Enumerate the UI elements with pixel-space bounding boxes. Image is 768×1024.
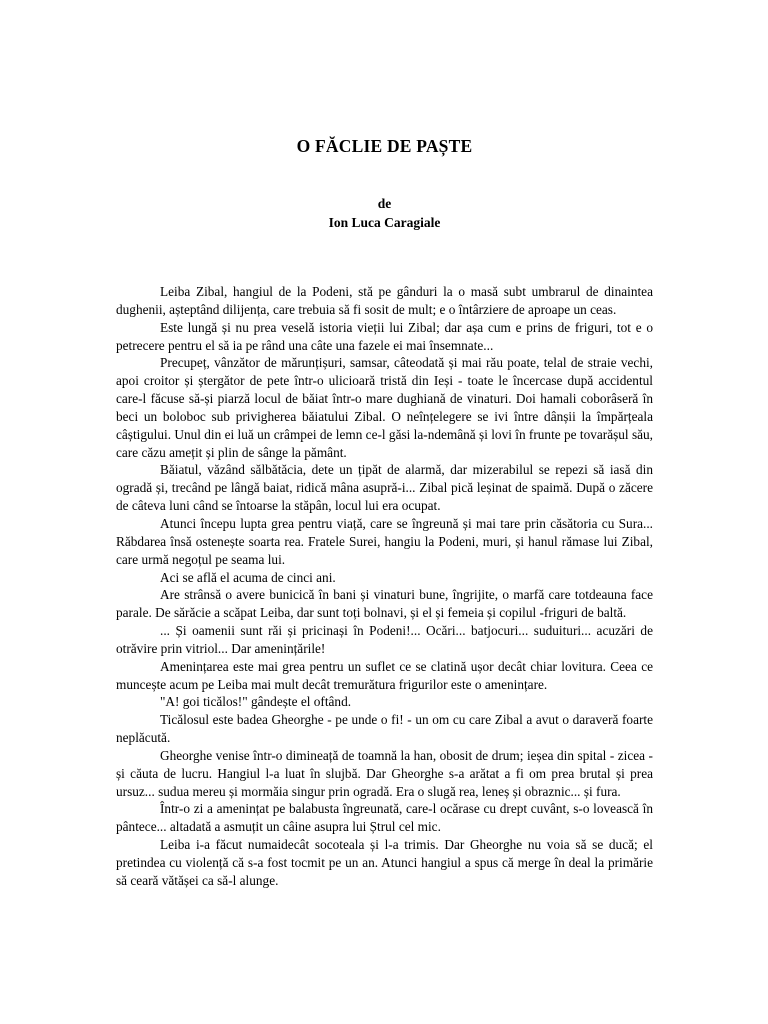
byline xyxy=(116,194,653,232)
author-name: Ion Luca Caragiale xyxy=(328,215,441,230)
paragraph: Leiba Zibal, hangiul de la Podeni, stă pe gânduri la o masă subt umbrarul de dinaintea dughenii, așteptând dilijența, care trebuia să fi sosit de mult; e o întârziere de aproape un ceas. xyxy=(116,284,653,317)
paragraph: Într-o zi a amenințat pe balabusta îngreunată, care-l ocărase cu drept cuvânt, s-o lovească în pântece... altadată a asmuțit un câine asupra lui Ștrul cel mic. xyxy=(116,801,653,835)
paragraph: ... Și oamenii sunt răi și pricinași în Podeni!... Ocări... batjocuri... suduituri... acuzări de otrăvire prin vitriol... Dar amenințările! xyxy=(116,623,653,656)
paragraph: Este lungă și nu prea veselă istoria vieții lui Zibal; dar așa cum e prins de friguri, tot e o petrecere pentru el să ia pe rând una câte una fazele ei mai însemnate... xyxy=(116,319,653,353)
paragraph: Precupeț, vânzător de mărunțișuri, samsar, câteodată și mai rău poate, telal de straie vechi, apoi croitor și ștergător de pete într-o ulicioară tristă din Ieși - toate le încercase după accidentul care-l făcuse să-și piarză locul de băiat într-o mare dughiană de vinaturi. Doi hamali coborâseră în beci un boloboc sub privigherea băiatului Zibal. O neînțelegere se ivi între dânșii la împărțeala câștigului. Unul din ei luă un crâmpei de lemn ce-l găsi la-ndemână și lovi în frunte pe tovarășul său, care căzu amețit și plin de sânge la pământ. xyxy=(116,355,653,460)
paragraph: Băiatul, văzând sălbătăcia, dete un țipăt de alarmă, dar mizerabilul se repezi să iasă din ogradă și, trecând pe lângă baiat, ridică mâna asupră-i... Zibal pică leșinat de spaimă. După o zăcere de câteva luni când se întoarse la stăpân, locul lui era ocupat. xyxy=(116,462,653,514)
paragraph: Are strânsă o avere bunicică în bani și vinaturi bune, îngrijite, o marfă care totdeauna face parale. De sărăcie a scăpat Leiba, dar sunt toți bolnavi, și el și femeia și copilul -friguri de baltă. xyxy=(116,587,653,621)
byline-by: de xyxy=(377,196,392,211)
story-body xyxy=(116,283,653,890)
paragraph: Amenințarea este mai grea pentru un suflet ce se clatină ușor decât chiar lovitura. Ceea ce muncește acum pe Leiba mai mult decât tremurătura frigurilor este o amenințare. xyxy=(116,658,653,692)
paragraph: Gheorghe venise într-o dimineață de toamnă la han, obosit de drum; ieșea din spital - zicea - și căuta de lucru. Hangiul l-a luat în slujbă. Dar Gheorghe s-a arătat a fi om prea brutal și prea ursuz... sudua mereu și mormăia singur prin ogradă. Era o slugă rea, leneș și obraznic... și fura. xyxy=(116,747,653,799)
document-title: O FĂCLIE DE PAȘTE xyxy=(296,136,473,156)
paragraph: Leiba i-a făcut numaidecât socoteala și l-a trimis. Dar Gheorghe nu voia să se ducă; el pretindea cu violență că s-a fost tocmit pe un an. Atunci hangiul a spus că merge în deal la primărie să ceară vătășei ca să-l alunge. xyxy=(116,837,653,888)
paragraph: Ticălosul este badea Gheorghe - pe unde o fi! - un om cu care Zibal a avut o daraveră foarte neplăcută. xyxy=(116,712,653,746)
paragraph: "A! goi ticălos!" gândește el oftând. xyxy=(160,694,352,710)
paragraph: Aci se află el acuma de cinci ani. xyxy=(160,569,336,585)
paragraph: Atunci începu lupta grea pentru viață, care se îngreună și mai tare prin căsătoria cu Sura... Răbdarea însă ostenește soarta rea. Fratele Surei, hangiu la Podeni, muri, și hanul rămase lui Zibal, care urmă negoțul pe seama lui. xyxy=(116,515,653,567)
